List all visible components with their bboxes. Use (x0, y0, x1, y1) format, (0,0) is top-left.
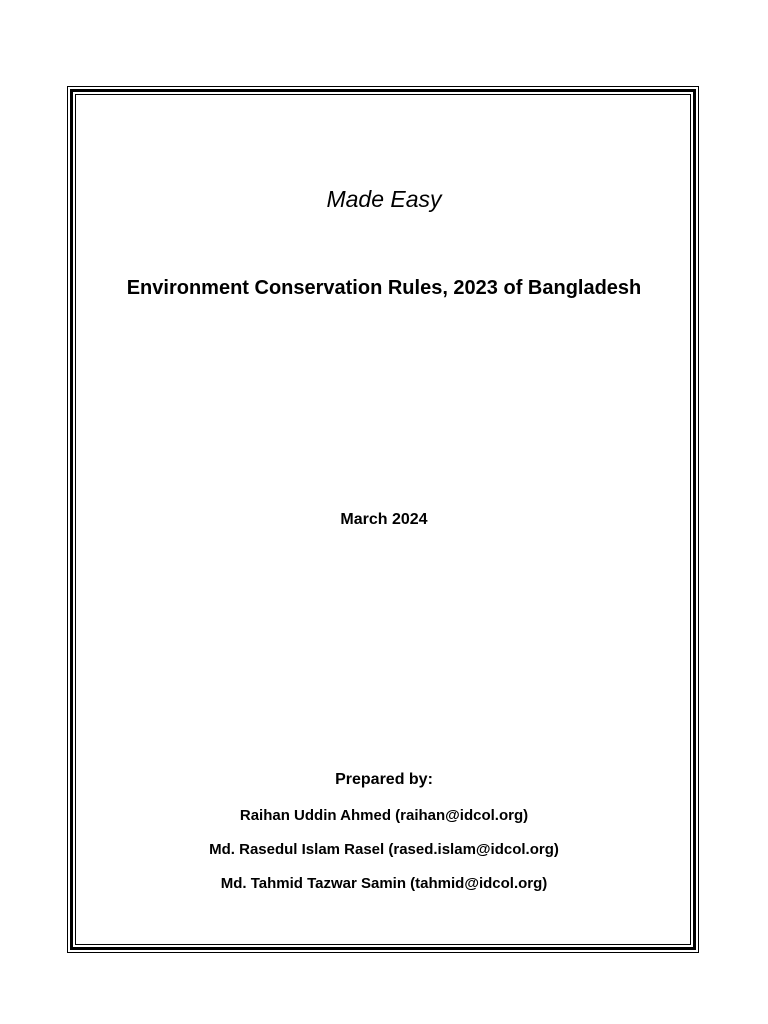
author-line: Md. Tahmid Tazwar Samin (tahmid@idcol.org) (220, 875, 548, 892)
cover-title: Environment Conservation Rules, 2023 of Bangladesh (126, 277, 642, 299)
cover-date: March 2024 (340, 511, 428, 528)
prepared-by-label: Prepared by: (335, 771, 433, 788)
author-line: Raihan Uddin Ahmed (raihan@idcol.org) (239, 807, 529, 824)
author-line: Md. Rasedul Islam Rasel (rased.islam@idcol.org) (209, 841, 559, 858)
cover-subtitle: Made Easy (326, 186, 442, 212)
